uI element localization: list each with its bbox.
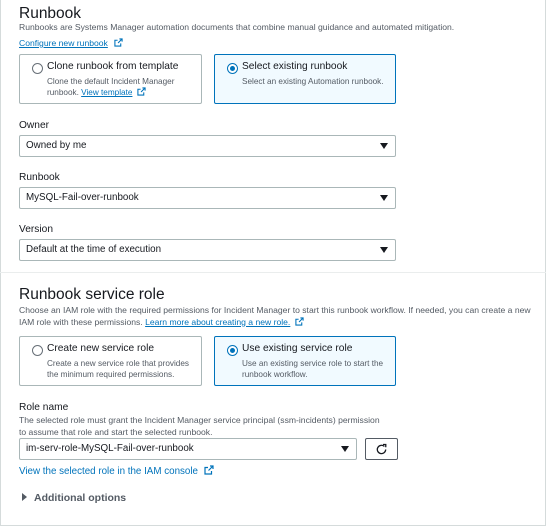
use-existing-service-role-title: Use existing service role (242, 343, 353, 354)
caret-down-icon (380, 195, 388, 201)
caret-right-icon (22, 493, 27, 501)
service-role-description-text: Choose an IAM role with the required permissions for Incident Manager to start this runbook workflow. If needed, you can create a new IAM role with these permissions. (19, 305, 531, 327)
owner-select[interactable] (19, 135, 396, 157)
select-existing-runbook-option[interactable] (214, 54, 396, 104)
external-link-icon (137, 87, 146, 96)
create-service-role-title: Create new service role (47, 343, 155, 354)
clone-runbook-description-text: Clone the default Incident Manager runbook. (47, 77, 175, 98)
external-link-icon (204, 465, 214, 475)
service-role-section-title: Runbook service role (19, 286, 165, 303)
use-existing-service-role-description: Use an existing service role to start the runbook workflow. (242, 359, 384, 380)
runbook-description: Runbooks are Systems Manager automation documents that combine manual guidance and automated mitigation. (19, 22, 455, 32)
owner-select-value: Owned by me (26, 140, 87, 151)
external-link-icon (114, 38, 123, 47)
configure-runbook-link[interactable]: Configure new runbook (19, 38, 108, 48)
create-service-role-description: Create a new service role that provides the minimum required permissions. (47, 359, 189, 380)
version-select[interactable] (19, 239, 396, 261)
caret-down-icon (380, 143, 388, 149)
external-link-icon (295, 317, 304, 326)
clone-runbook-radio[interactable] (32, 63, 43, 74)
role-name-label: Role name (19, 402, 69, 413)
role-name-description: The selected role must grant the Incident Manager service principal (ssm-incidents) permission to assume that role and start the selected runbook. (19, 415, 380, 437)
runbook-section-title: Runbook (19, 5, 82, 22)
view-template-link[interactable]: View template (81, 88, 133, 98)
version-select-value: Default at the time of execution (26, 244, 162, 255)
create-service-role-option[interactable] (19, 336, 202, 386)
clone-runbook-option[interactable] (19, 54, 202, 104)
view-role-link[interactable]: View the selected role in the IAM console (19, 466, 198, 477)
refresh-icon (375, 443, 388, 456)
view-role-link-wrap (19, 461, 214, 479)
clone-runbook-description (47, 76, 197, 99)
runbook-label: Runbook (19, 172, 60, 183)
runbook-select-value: MySQL-Fail-over-runbook (26, 192, 139, 203)
additional-options-expander[interactable] (22, 492, 126, 504)
configure-runbook-link-wrap (19, 33, 123, 51)
caret-down-icon (341, 446, 349, 452)
select-existing-runbook-title: Select existing runbook (242, 61, 348, 72)
clone-runbook-title: Clone runbook from template (47, 61, 179, 72)
additional-options-label: Additional options (34, 492, 127, 504)
caret-down-icon (380, 247, 388, 253)
use-existing-service-role-option[interactable] (214, 336, 396, 386)
refresh-roles-button[interactable] (365, 438, 398, 460)
version-label: Version (19, 224, 53, 235)
service-role-description (19, 305, 534, 328)
create-service-role-radio[interactable] (32, 345, 43, 356)
role-name-select[interactable] (19, 438, 357, 460)
use-existing-service-role-radio[interactable] (227, 345, 238, 356)
role-name-select-value: im-serv-role-MySQL-Fail-over-runbook (26, 443, 194, 454)
runbook-select[interactable] (19, 187, 396, 209)
owner-label: Owner (19, 120, 50, 131)
learn-more-link[interactable]: Learn more about creating a new role. (145, 316, 291, 327)
select-existing-runbook-description: Select an existing Automation runbook. (242, 77, 384, 86)
select-existing-runbook-radio[interactable] (227, 63, 238, 74)
section-divider (0, 272, 546, 273)
